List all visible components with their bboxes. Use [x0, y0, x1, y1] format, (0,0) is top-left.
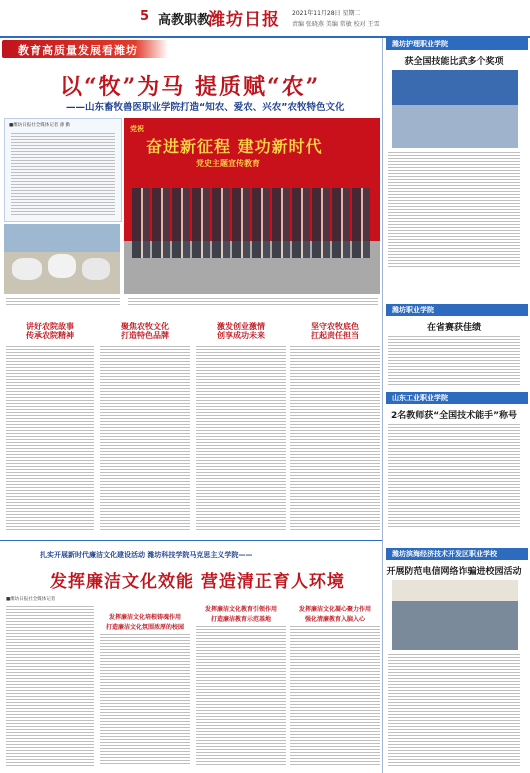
- second-col3-text: [196, 626, 286, 766]
- sidebar-item-4-head: 潍坊滨海经济技术开发区职业学校: [386, 548, 528, 560]
- lead-col3-text: [196, 346, 286, 532]
- lead-headline: 以“牧”为马 提质赋“农”: [60, 74, 321, 100]
- second-sub4: 打造廉洁教育示范基地: [210, 616, 271, 623]
- section-title: 高教职教: [158, 13, 211, 28]
- second-sub1: 发挥廉洁文化培根铸魂作用: [108, 614, 181, 621]
- second-byline: ■潍坊日报社全媒体记者: [6, 597, 56, 602]
- second-sub6: 强化清廉教育入脑入心: [304, 616, 365, 623]
- sidebar-item-1-text: [388, 152, 520, 268]
- photo-people-row: [132, 188, 372, 258]
- story-divider: [0, 540, 382, 541]
- sidebar-item-4-text: [388, 654, 520, 766]
- lead-photo-caption2: [6, 298, 120, 308]
- lead-col2-head: 聚焦农牧文化 打造特色品牌: [121, 322, 169, 340]
- sidebar-item-3-head: 山东工业职业学院: [386, 392, 528, 404]
- lead-byline: ■潍坊日报社全媒体记者 薄 勤: [9, 123, 71, 128]
- lead-photo-small: [4, 224, 120, 294]
- lead-col4-text: [290, 346, 380, 532]
- page-number: 5: [140, 9, 150, 24]
- second-headline: 发挥廉洁文化效能 营造清正育人环境: [50, 572, 345, 592]
- sidebar-item-4-title: 开展防范电信网络诈骗进校园活动: [386, 567, 522, 577]
- sidebar-item-2-text: [388, 336, 520, 386]
- issue-date: 2021年11月28日 星期二: [292, 10, 361, 17]
- sidebar-item-3-text: [388, 424, 520, 528]
- column-divider: [382, 38, 383, 773]
- lead-intro-box: [4, 118, 122, 222]
- photo-slogan-sub: 党史主题宣传教育: [196, 159, 260, 168]
- second-kicker: 扎实开展新时代廉洁文化建设活动 潍坊科技学院马克思主义学院——: [40, 551, 253, 559]
- sidebar-photo-4: [392, 580, 518, 650]
- lead-col3-head: 激发创业激情 创享成功未来: [217, 322, 265, 340]
- sidebar-photo-1: [392, 70, 518, 148]
- sidebar-item-2-title: 在省赛获佳绩: [426, 323, 481, 333]
- second-sub2: 打造廉洁文化氛围浓厚的校园: [105, 624, 184, 631]
- second-col4-text: [290, 626, 380, 766]
- second-col2-text: [100, 634, 190, 766]
- editors-line: 责编 张晓燕 美编 常敏 校对 王雪: [292, 21, 380, 28]
- topic-banner-label: 教育高质量发展看潍坊: [18, 44, 138, 57]
- photo-slogan-main: 奋进新征程 建功新时代: [146, 137, 323, 156]
- lead-col1-head: 讲好农院故事 传承农院精神: [26, 322, 74, 340]
- second-col1-text: [6, 606, 94, 766]
- sidebar-item-1-head: 潍坊护理职业学院: [386, 38, 528, 50]
- lead-col4-head: 坚守农牧底色 扛起责任担当: [311, 322, 359, 340]
- second-sub3: 发挥廉洁文化教育引领作用: [204, 606, 277, 613]
- lead-subheadline: ——山东畜牧兽医职业学院打造“知农、爱农、兴农”农牧特色文化: [66, 102, 345, 113]
- sidebar-item-2-head: 潍坊职业学院: [386, 304, 528, 316]
- lead-photo-caption: [128, 298, 378, 308]
- sidebar-item-1-title: 获全国技能比武多个奖项: [404, 57, 504, 67]
- lead-col2-text: [100, 346, 190, 532]
- sidebar-item-3-title: 2名教师获“全国技术能手”称号: [390, 411, 518, 421]
- lead-col1-text: [6, 346, 94, 532]
- second-sub5: 发挥廉洁文化凝心聚力作用: [298, 606, 371, 613]
- lead-photo-group: [124, 118, 380, 294]
- newspaper-brand: 潍坊日报: [208, 10, 280, 30]
- photo-slogan-mark: 党祝: [130, 125, 144, 133]
- lead-intro-text: [11, 133, 115, 217]
- topic-banner: [2, 40, 168, 58]
